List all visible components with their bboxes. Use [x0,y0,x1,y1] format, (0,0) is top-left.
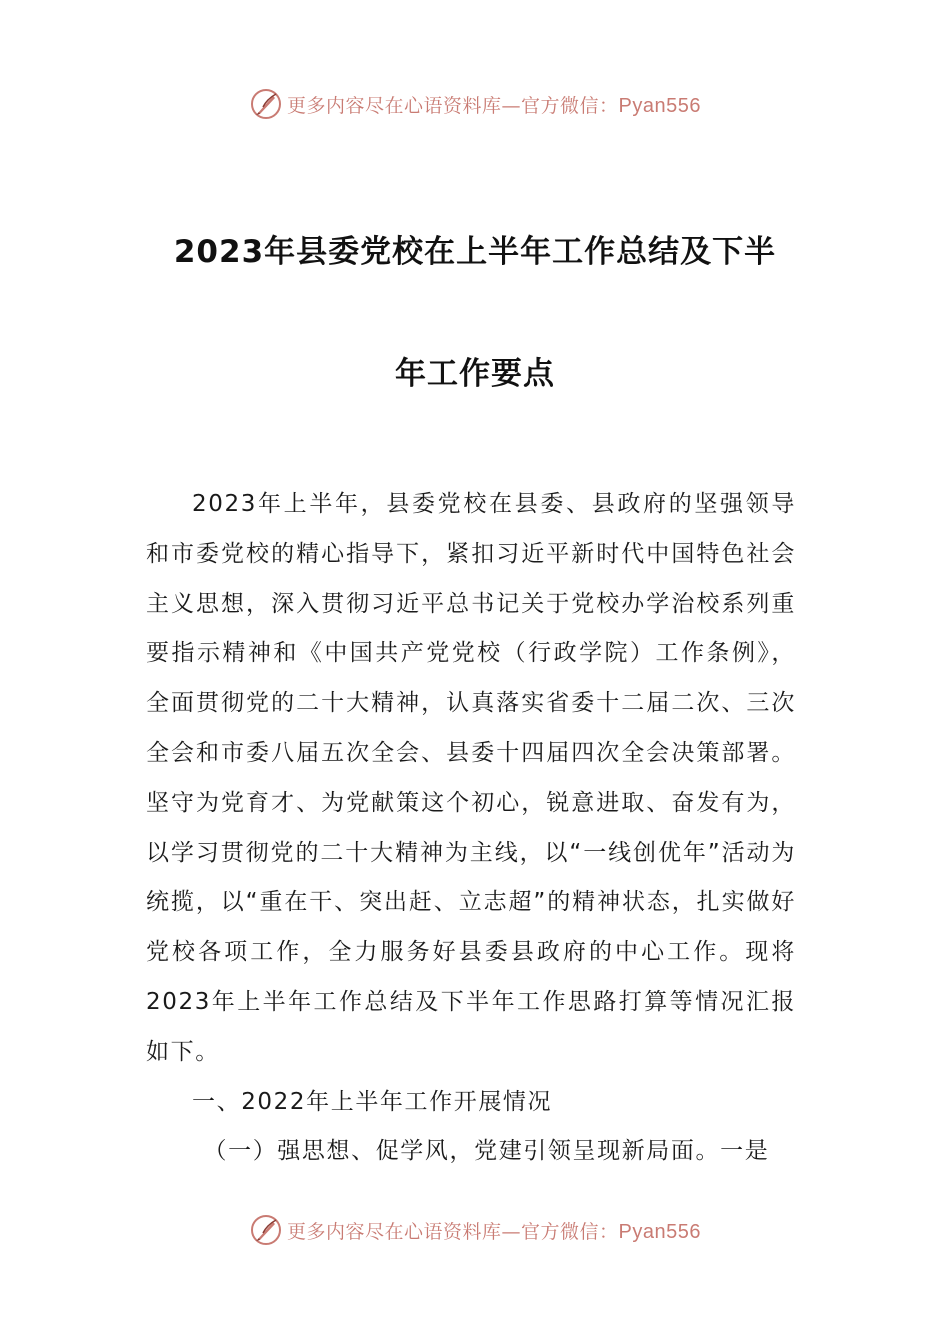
subsection-paragraph: （一）强思想、促学风，党建引领呈现新局面。一是 [203,1138,770,1165]
section-heading: 一、2022年上半年工作开展情况 [192,1088,553,1115]
document-title-line-2: 年工作要点 [395,356,555,392]
watermark-wechat-id: Pyan556 [618,94,701,117]
watermark-wechat-id: Pyan556 [618,1220,701,1243]
watermark-text [287,1217,701,1244]
document-body [146,480,796,1177]
quill-pen-logo-icon [249,1213,283,1247]
document-title-line-1: 2023年县委党校在上半年工作总结及下半 [173,234,777,270]
intro-paragraph: 2023年上半年，县委党校在县委、县政府的坚强领导和市委党校的精心指导下，紧扣习近平新时代中国特色社会主义思想，深入贯彻习近平总书记关于党校办学治校系列重要指示精神和《中国共产党党校（行政学院）工作条例》，全面贯彻党的二十大精神，认真落实省委十二届二次、三次全会和市委八届五次全会、县委十四届四次全会决策部署。坚守为党育才、为党献策这个初心，锐意进取、奋发有为，以学习贯彻党的二十大精神为主线，以“一线创优年”活动为统揽，以“重在干、突出赶、立志超”的精神状态，扎实做好党校各项工作，全力服务好县委县政府的中心工作。现将2023年上半年工作总结及下半年工作思路打算等情况汇报如下。 [146,491,796,1065]
watermark-text [287,91,701,118]
watermark-text-cn: 更多内容尽在心语资料库—官方微信： [287,94,619,117]
watermark-footer [0,1210,950,1250]
quill-pen-logo-icon [249,87,283,121]
watermark-text-cn: 更多内容尽在心语资料库—官方微信： [287,1220,619,1243]
watermark-header [0,84,950,124]
